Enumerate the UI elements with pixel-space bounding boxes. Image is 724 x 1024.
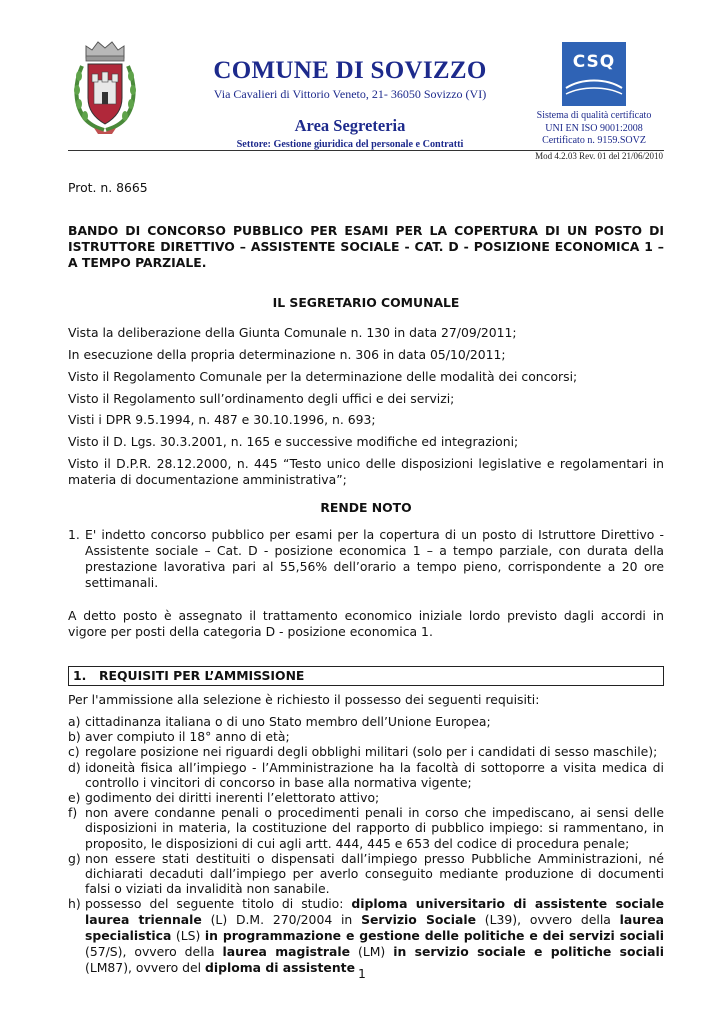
list-item-letter: f) <box>68 805 78 821</box>
list-item-letter: e) <box>68 790 81 806</box>
cert-line: UNI EN ISO 9001:2008 <box>545 122 643 134</box>
list-item-text: regolare posizione nei riguardi degli obblighi militari (solo per i candidati di sesso maschile); <box>85 744 658 760</box>
point-1 <box>68 527 664 591</box>
section-1-title: REQUISITI PER L’AMMISSIONE <box>99 668 305 683</box>
text-run-bold: laurea magistrale <box>222 944 351 960</box>
list-item <box>68 760 664 790</box>
premise-line: Visti i DPR 9.5.1994, n. 487 e 30.10.1996, n. 693; <box>68 412 376 427</box>
segretario-heading: IL SEGRETARIO COMUNALE <box>272 295 460 310</box>
text-run: (LM87), ovvero del <box>85 960 205 976</box>
page-number: 1 <box>358 966 366 981</box>
text-run-bold: diploma universitario di assistente sociale laurea triennale <box>85 896 664 928</box>
csq-logo-text: CSQ <box>572 52 616 72</box>
premise-line: In esecuzione della propria determinazione n. 306 in data 05/10/2011; <box>68 347 506 362</box>
settore-subtitle: Settore: Gestione giuridica del personale e Contratti <box>236 139 464 150</box>
text-run: possesso del seguente titolo di studio: <box>85 896 352 912</box>
premise-line: Visto il D. Lgs. 30.3.2001, n. 165 e successive modifiche ed integrazioni; <box>68 434 519 449</box>
text-run-bold: in servizio sociale e politiche sociali <box>393 944 665 960</box>
list-item-text: aver compiuto il 18° anno di età; <box>85 729 290 745</box>
cert-line: Certificato n. 9159.SOVZ <box>542 135 646 146</box>
cert-line: Sistema di qualità certificato <box>536 110 652 121</box>
list-item-letter: h) <box>68 896 81 912</box>
certification-block <box>524 110 664 148</box>
requisiti-list <box>68 714 664 976</box>
list-item-text: non essere stati destituiti o dispensati dall’impiego presso Pubbliche Amministrazioni, né dichiarati decaduti dall’impiego per averlo conseguito mediante produzione di documenti falsi o viziati da invalidità non sanabile. <box>85 850 664 897</box>
premise-line: Visto il Regolamento Comunale per la determinazione delle modalità dei concorsi; <box>68 369 578 384</box>
list-item <box>68 896 664 976</box>
header-center <box>150 56 550 152</box>
section-1-heading <box>68 666 664 686</box>
text-run-bold: in programmazione e gestione delle politiche e dei servizi sociali <box>204 928 664 944</box>
list-item-letter: a) <box>68 714 81 729</box>
section-1-number: 1. <box>73 668 87 683</box>
list-item-text: non avere condanne penali o procedimenti penali in corso che impediscano, ai sensi delle disposizioni in materia, la costituzione del rapporto di pubblico impiego: si rammentano, in proposito, le disposizioni di cui agli artt. 444, 445 e 653 del codice di procedura penale; <box>85 805 664 851</box>
list-item <box>68 714 664 729</box>
crown-icon <box>86 42 124 61</box>
coat-of-arms-logo <box>72 40 138 136</box>
premise-line: Visto il Regolamento sull’ordinamento degli uffici e dei servizi; <box>68 391 455 406</box>
text-run-bold: diploma di assistente <box>205 960 355 976</box>
text-run: (LM) <box>350 944 394 960</box>
text-run: (L) D.M. 270/2004 in <box>201 912 362 928</box>
premise-line: Visto il D.P.R. 28.12.2000, n. 445 “Testo unico delle disposizioni legislative e regolamentari in materia di documentazione amministrativa”; <box>68 456 664 487</box>
list-item <box>68 744 664 759</box>
list-item-letter: b) <box>68 729 81 745</box>
requisiti-intro: Per l'ammissione alla selezione è richiesto il possesso dei seguenti requisiti: <box>68 692 540 707</box>
list-item-text: cittadinanza italiana o di uno Stato membro dell’Unione Europea; <box>85 714 491 729</box>
list-item <box>68 851 664 897</box>
list-item-letter: d) <box>68 759 81 775</box>
list-item-letter: c) <box>68 744 80 760</box>
municipality-address: Via Cavalieri di Vittorio Veneto, 21- 36050 Sovizzo (VI) <box>213 87 487 101</box>
module-revision: Mod 4.2.03 Rev. 01 del 21/06/2010 <box>535 151 663 161</box>
text-run: (L39), ovvero della <box>476 912 620 928</box>
list-item <box>68 729 664 744</box>
municipality-title: COMUNE DI SOVIZZO <box>213 57 487 84</box>
point-1-text: E' indetto concorso pubblico per esami per la copertura di un posto di Istruttore Direttivo - Assistente sociale – Cat. D - posizione economica 1 – a tempo parziale, con durata della prestazione lavorativa pari al 55,56% dell’orario a tempo pieno, corrispondente a 20 ore settimanali. <box>85 527 664 590</box>
rende-noto-heading: RENDE NOTO <box>320 500 412 515</box>
csq-swoosh-icon <box>562 42 626 106</box>
text-run: (LS) <box>171 928 205 944</box>
bando-title: BANDO DI CONCORSO PUBBLICO PER ESAMI PER LA COPERTURA DI UN POSTO DI ISTRUTTORE DIRETTIVO – ASSISTENTE SOCIALE - CAT. D - POSIZIONE ECONOMICA 1 – A TEMPO PARZIALE. <box>68 223 664 270</box>
trattamento-paragraph: A detto posto è assegnato il trattamento economico iniziale lordo previsto dagli accordi in vigore per posti della categoria D - posizione economica 1. <box>68 608 664 639</box>
protocol-number: Prot. n. 8665 <box>68 180 148 195</box>
list-item-text: idoneità fisica all’impiego - l’Amministrazione ha la facoltà di sottoporre a visita medica di controllo i vincitori di concorso in base alla normativa vigente; <box>85 759 664 790</box>
list-item <box>68 790 664 805</box>
text-run-bold: Servizio Sociale <box>361 912 477 928</box>
area-title: Area Segreteria <box>294 116 406 135</box>
text-run-bold: laurea specialistica <box>85 912 664 944</box>
list-item-text <box>85 896 664 976</box>
list-item-letter: g) <box>68 850 81 866</box>
text-run: (57/S), ovvero della <box>85 944 223 960</box>
list-item-text: godimento dei diritti inerenti l’elettorato attivo; <box>85 790 380 806</box>
list-item <box>68 805 664 851</box>
point-1-number: 1. <box>68 527 80 542</box>
csq-logo <box>562 42 626 106</box>
premise-line: Vista la deliberazione della Giunta Comunale n. 130 in data 27/09/2011; <box>68 325 517 340</box>
